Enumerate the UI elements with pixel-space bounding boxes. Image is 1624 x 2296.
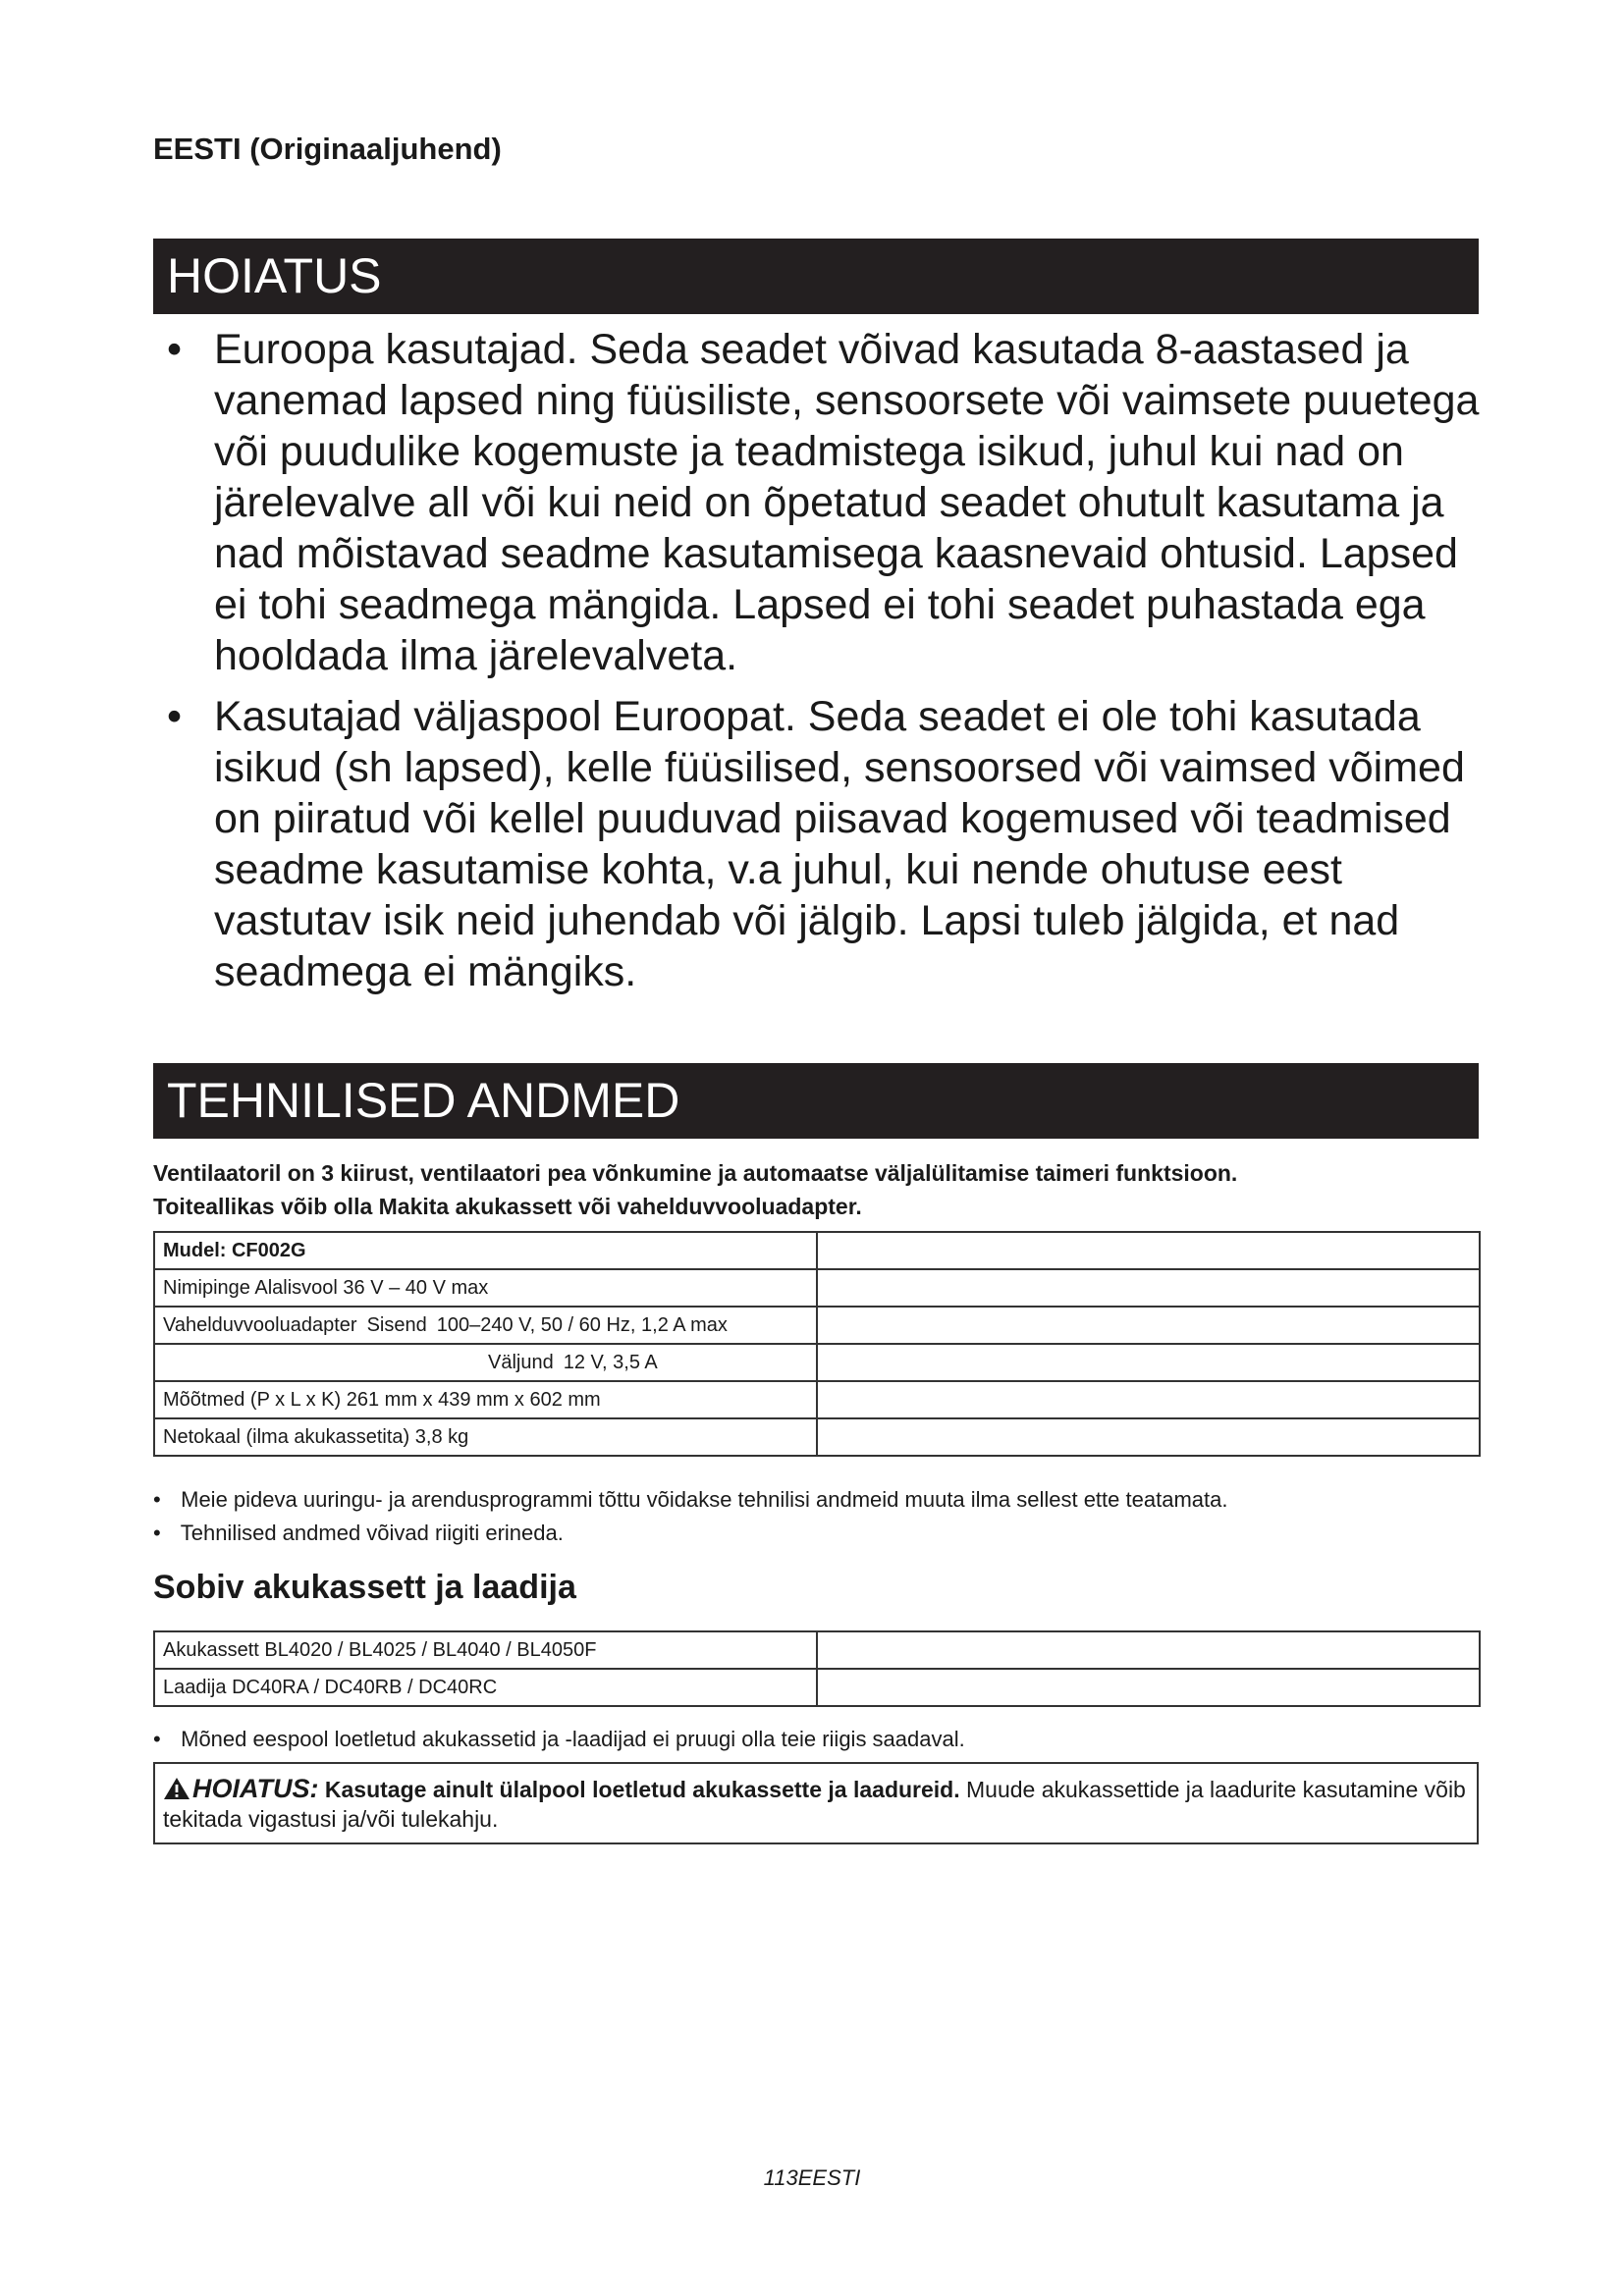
- spec-note: [153, 1518, 1489, 1549]
- empty-cell: [817, 1631, 1480, 1669]
- empty-cell: [817, 1669, 1480, 1706]
- empty-cell: [817, 1344, 1480, 1381]
- warning-heading: HOIATUS: [153, 239, 1479, 314]
- warning-bold-text: Kasutage ainult ülalpool loetletud akukassette ja laadureid.: [324, 1777, 960, 1802]
- ac-output-cell: [154, 1344, 817, 1381]
- model-cell: Mudel: CF002G: [154, 1232, 817, 1269]
- table-row: [154, 1307, 1480, 1344]
- input-label: Sisend: [366, 1313, 427, 1336]
- page-footer: [0, 2165, 1624, 2191]
- compat-table: [153, 1630, 1481, 1707]
- warning-item: [153, 691, 1489, 997]
- warning-item-text: Kasutajad väljaspool Euroopat. Seda seadet ei ole tohi kasutada isikud (sh lapsed), kelle füüsilised, sensoorsed või vaimsed võimed on piiratud või kellel puuduvad piisavad kogemused või teadmised seadme kasutamise kohta, v.a juhul, kui nende ohutuse eest vastutav isik neid juhendab või jälgib. Lapsi tuleb jälgida, et nad seadmega ei mängiks.: [214, 693, 1465, 995]
- warning-list: [153, 324, 1489, 997]
- page-language-title: EESTI (Originaaljuhend): [153, 132, 502, 166]
- charger-label: Laadija: [163, 1676, 227, 1698]
- dimensions-value: 261 mm x 439 mm x 602 mm: [346, 1388, 601, 1411]
- footer-language: EESTI: [797, 2165, 861, 2190]
- dimensions-cell: [154, 1381, 817, 1418]
- spec-note: [153, 1484, 1489, 1516]
- bullet: •: [153, 1487, 161, 1512]
- table-row: [154, 1631, 1480, 1669]
- ac-adapter-label: Vahelduvvooluadapter: [163, 1313, 357, 1336]
- empty-cell: [817, 1232, 1480, 1269]
- specs-intro: [153, 1156, 1237, 1223]
- specs-table: [153, 1231, 1481, 1457]
- table-row: [154, 1418, 1480, 1456]
- table-row: [154, 1344, 1480, 1381]
- output-value: 12 V, 3,5 A: [563, 1351, 658, 1373]
- empty-cell: [817, 1381, 1480, 1418]
- dimensions-label: Mõõtmed (P x L x K): [163, 1388, 342, 1411]
- table-row: [154, 1669, 1480, 1706]
- table-row: [154, 1232, 1480, 1269]
- specs-intro-line: Ventilaatoril on 3 kiirust, ventilaatori pea võnkumine ja automaatse väljalülitamise taimeri funktsioon.: [153, 1160, 1238, 1186]
- bullet: •: [153, 1521, 161, 1545]
- warning-lead: HOIATUS:: [192, 1774, 319, 1803]
- ac-input-cell: [154, 1307, 817, 1344]
- battery-cell: [154, 1631, 817, 1669]
- rated-voltage-value: Alalisvool 36 V – 40 V max: [254, 1276, 489, 1299]
- empty-cell: [817, 1418, 1480, 1456]
- specs-intro-line: Toiteallikas võib olla Makita akukassett või vahelduvvooluadapter.: [153, 1194, 862, 1219]
- table-row: [154, 1269, 1480, 1307]
- charger-cell: [154, 1669, 817, 1706]
- empty-cell: [817, 1269, 1480, 1307]
- bullet: •: [167, 326, 183, 373]
- page-number: 113: [763, 2165, 798, 2190]
- warning-box: [153, 1762, 1479, 1844]
- warning-triangle-icon: [163, 1777, 190, 1800]
- bullet: •: [167, 693, 183, 740]
- output-label: Väljund: [488, 1351, 554, 1373]
- battery-value: BL4020 / BL4025 / BL4040 / BL4050F: [264, 1638, 597, 1661]
- spec-note-text: Meie pideva uuringu- ja arendusprogrammi tõttu võidakse tehnilisi andmeid muuta ilma sellest ette teatamata.: [181, 1487, 1228, 1512]
- spec-note-text: Tehnilised andmed võivad riigiti erineda.: [180, 1521, 564, 1545]
- weight-cell: [154, 1418, 817, 1456]
- warning-item: [153, 324, 1489, 681]
- rated-voltage-cell: [154, 1269, 817, 1307]
- compat-heading: Sobiv akukassett ja laadija: [153, 1569, 576, 1606]
- table-row: [154, 1381, 1480, 1418]
- specs-heading: TEHNILISED ANDMED: [153, 1063, 1479, 1139]
- charger-value: DC40RA / DC40RB / DC40RC: [232, 1676, 498, 1698]
- rated-voltage-label: Nimipinge: [163, 1276, 250, 1299]
- compat-note-text: Mõned eespool loetletud akukassetid ja -laadijad ei pruugi olla teie riigis saadaval.: [181, 1727, 965, 1751]
- warning-rest-text: Muude akukassettide ja laadurite kasutamine võib tekitada vigastusi ja/või tulekahju.: [163, 1777, 1466, 1832]
- bullet: •: [153, 1727, 161, 1751]
- battery-label: Akukassett: [163, 1638, 259, 1661]
- weight-label: Netokaal (ilma akukassetita): [163, 1425, 410, 1448]
- input-value: 100–240 V, 50 / 60 Hz, 1,2 A max: [436, 1313, 728, 1336]
- empty-cell: [817, 1307, 1480, 1344]
- compat-note: [153, 1724, 1489, 1755]
- warning-item-text: Euroopa kasutajad. Seda seadet võivad kasutada 8-aastased ja vanemad lapsed ning füüsiliste, sensoorsete või vaimsete puuetega või puudulike kogemuste ja teadmistega isikud, juhul kui nad on järelevalve all või kui neid on õpetatud seadet ohutult kasutama ja nad mõistavad seadme kasutamisega kaasnevaid ohtusid. Lapsed ei tohi seadmega mängida. Lapsed ei tohi seadet puhastada ega hooldada ilma järelevalveta.: [214, 326, 1480, 679]
- weight-value: 3,8 kg: [414, 1425, 469, 1448]
